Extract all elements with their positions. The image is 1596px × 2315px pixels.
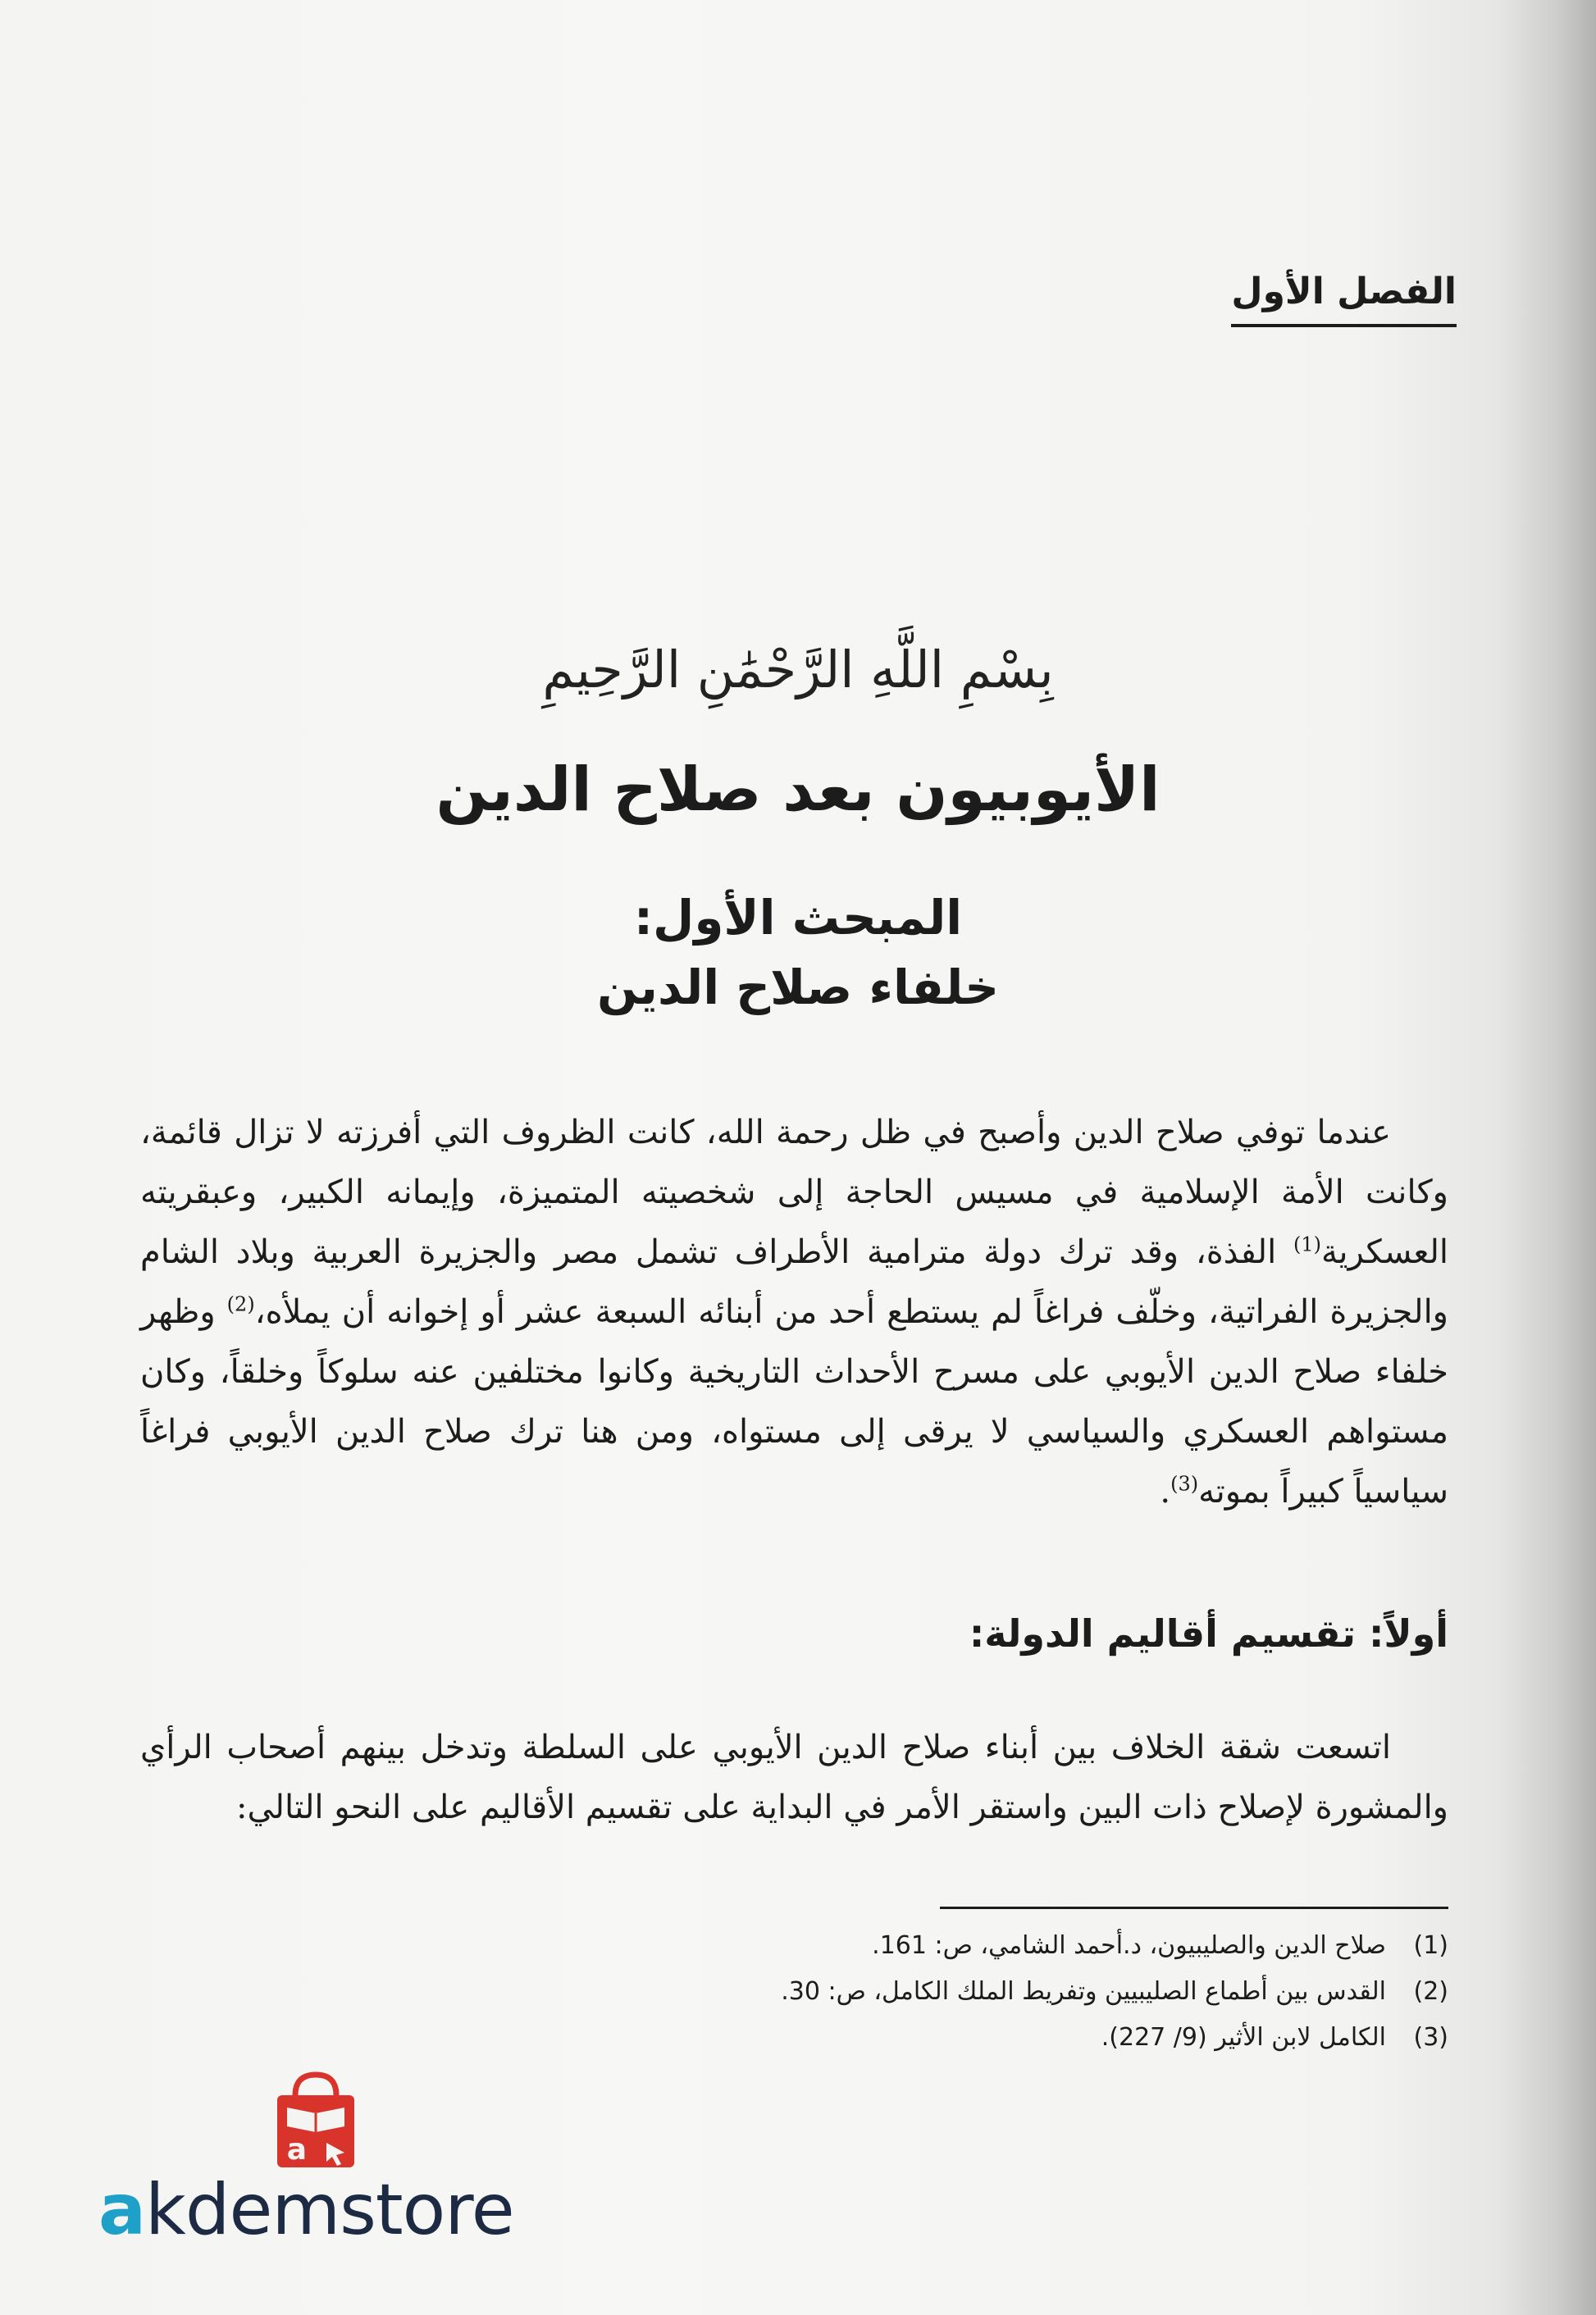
footnote-item [300,1969,1448,2015]
section-name: خلفاء صلاح الدين [596,959,1000,1015]
chapter-header: الفصل الأول [1231,271,1457,327]
paragraph-text: الفذة، وقد ترك دولة مترامية الأطراف تشمل مصر والجزيرة العربية وبلاد الشام والجزيرة الفراتية، وخلّف فراغاً لم يستطع أحد من أبنائه السبعة عشر أو إخوانه أن يملأه، [140,1233,1448,1331]
paragraph-text: . [1160,1473,1171,1511]
section-label: المبحث الأول: [633,890,963,946]
paragraph-intro [140,1103,1448,1522]
wordmark-rest: kdemstore [145,2169,514,2251]
footnote-text: القدس بين أطماع الصليبيين وتفريط الملك الكامل، ص: 30. [781,1977,1386,2006]
shopping-bag-book-icon [271,2071,361,2173]
paragraph-text: عندما توفي صلاح الدين وأصبح في ظل رحمة الله، كانت الظروف التي أفرزته لا تزال قائمة، وكانت الأمة الإسلامية في مسيس الحاجة إلى شخصيته المتميزة، وإيمانه الكبير، وعبقريته العسكرية [140,1114,1448,1271]
footnote-number: (1) [1413,1931,1448,1960]
wordmark-accent: a [98,2169,146,2251]
footnote-ref: (3) [1170,1472,1199,1496]
footnote-item [300,2015,1448,2061]
footnote-number: (2) [1413,1977,1448,2006]
paragraph-text: وظهر خلفاء صلاح الدين الأيوبي على مسرح الأحداث التاريخية وكانوا مختلفين عنه سلوكاً وخلقاً، وكان مستواهم العسكري والسياسي لا يرقى إلى مستواه، ومن هنا ترك صلاح الدين الأيوبي فراغاً سياسياً كبيراً بموته [140,1293,1448,1511]
footnote-number: (3) [1413,2023,1448,2052]
svg-text:a: a [286,2133,307,2167]
paragraph-division: اتسعت شقة الخلاف بين أبناء صلاح الدين الأيوبي على السلطة وتدخل بينهم أصحاب الرأي والمشورة لإصلاح ذات البين واستقر الأمر في البداية على تقسيم الأقاليم على النحو التالي: [140,1729,1448,1826]
subheading: أولاً: تقسيم أقاليم الدولة: [969,1611,1448,1656]
footnote-text: الكامل لابن الأثير (9/ 227). [1101,2023,1386,2052]
footnotes-list [300,1923,1448,2061]
footnote-ref: (1) [1293,1233,1321,1256]
store-wordmark [98,2169,514,2251]
footnote-divider [940,1907,1448,1909]
basmala: بِسْمِ اللَّهِ الرَّحْمَٰنِ الرَّحِيمِ [542,640,1054,700]
page-title: الأيوبيون بعد صلاح الدين [435,754,1161,825]
footnote-text: صلاح الدين والصليبيون، د.أحمد الشامي، ص: 161. [872,1931,1386,1960]
page-edge-shadow [1498,0,1596,2315]
footnote-ref: (2) [226,1292,255,1316]
footnote-item [300,1923,1448,1969]
store-watermark-logo [98,2071,533,2259]
